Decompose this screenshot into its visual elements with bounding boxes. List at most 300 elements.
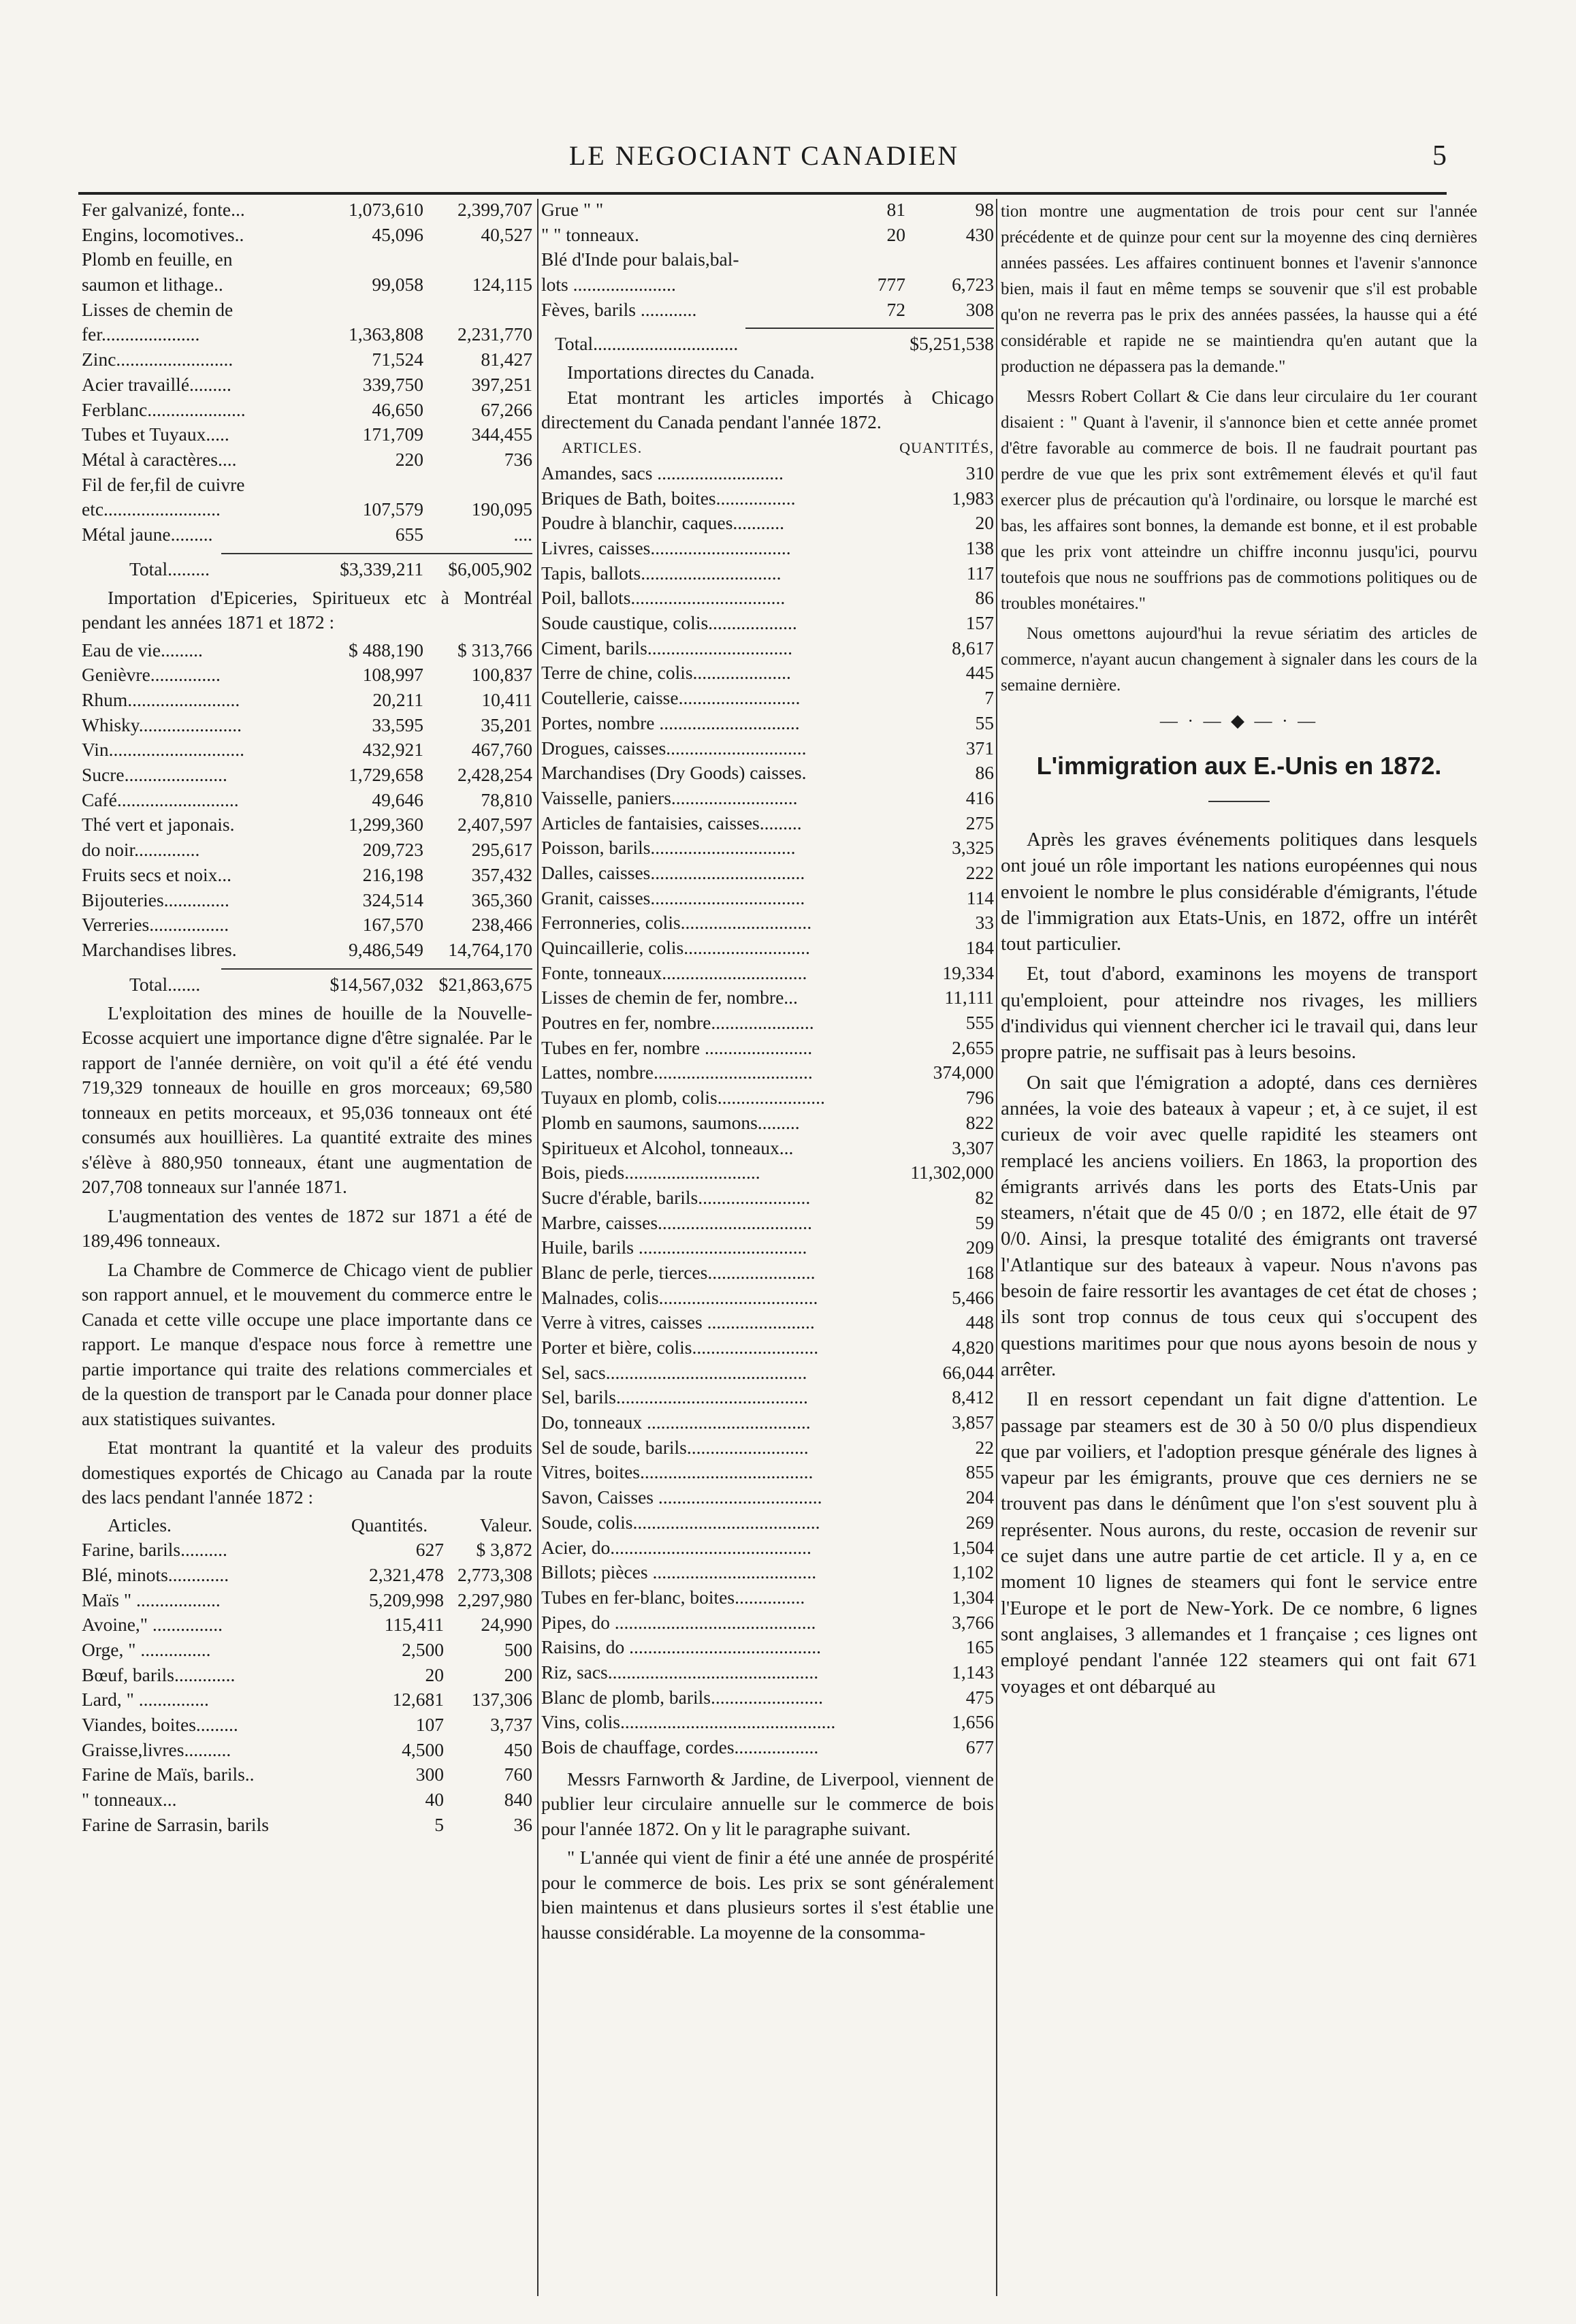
table-row	[82, 424, 532, 449]
value-1871: 339,750	[362, 373, 423, 395]
row-label: Sel, barils.........................................	[541, 1386, 808, 1408]
table-row	[541, 937, 994, 962]
row-quantity: 416	[965, 786, 994, 808]
row-label: Bois de chauffage, cordes..................	[541, 1736, 819, 1757]
row-quantity: 11,111	[944, 987, 994, 1008]
value-1872: 67,266	[481, 398, 532, 420]
row-label: Fer galvanizé, fonte...	[82, 199, 245, 220]
row-label: lots ......................	[541, 274, 676, 296]
row-quantity: 2,500	[402, 1639, 444, 1660]
row-value: 137,306	[471, 1689, 532, 1710]
column-divider-2	[996, 199, 997, 2296]
row-label: Ciment, barils...............................	[541, 637, 792, 658]
value-1871: 1,729,658	[349, 764, 423, 786]
value-1871: 432,921	[362, 739, 423, 761]
table-row	[541, 562, 994, 588]
groceries-total-row	[82, 974, 532, 1001]
value-1872: 2,399,707	[457, 199, 532, 220]
table-row	[82, 739, 532, 764]
metals-table	[82, 199, 532, 549]
table-row	[82, 524, 532, 549]
table-row	[541, 1037, 994, 1062]
row-quantity: 448	[965, 1311, 994, 1333]
table-row	[82, 474, 532, 499]
row-quantity: 269	[965, 1511, 994, 1533]
value-1871: 171,709	[362, 424, 423, 445]
table-row	[541, 512, 994, 537]
immigration-paragraph-2: Et, tout d'abord, examinons les moyens de transport qu'emploient, pour atteindre nos rivages, les milliers d'individus qui viennent chercher ici le travail qui, dans leur propre patrie, ne suffisait pas à leurs besoins.	[1001, 963, 1477, 1064]
value-1872: 295,617	[471, 839, 532, 861]
row-label: Thé vert et japonais.	[82, 814, 235, 835]
value-1871: 1,073,610	[349, 199, 423, 220]
row-quantity: 1,304	[952, 1586, 994, 1608]
row-label: Tubes en fer, nombre .......................	[541, 1036, 813, 1058]
row-label: Tapis, ballots..............................	[541, 562, 782, 584]
value-1872: 40,527	[481, 223, 532, 245]
table-row	[82, 349, 532, 374]
table-row	[82, 764, 532, 789]
row-quantity: 33	[975, 912, 994, 934]
table-row	[541, 1162, 994, 1187]
row-label: Engins, locomotives..	[82, 223, 244, 245]
row-label: Terre de chine, colis.....................	[541, 662, 791, 684]
table-row	[541, 224, 994, 249]
value-1872: 344,455	[471, 424, 532, 445]
row-label: Acier, do...........................................	[541, 1536, 811, 1558]
value-1871: 33,595	[372, 714, 423, 735]
metals-total-row	[82, 558, 532, 586]
table-row	[541, 1262, 994, 1287]
row-label: Verreries.................	[82, 914, 229, 936]
value-1872: $ 313,766	[457, 639, 532, 660]
row-label: Briques de Bath, boites.................	[541, 487, 796, 509]
row-quantity: 168	[965, 1261, 994, 1283]
row-quantity: 677	[965, 1736, 994, 1757]
row-label: Tuyaux en plomb, colis.......................	[541, 1087, 825, 1109]
row-quantity: 777	[877, 274, 905, 296]
table-row	[541, 1237, 994, 1262]
value-1872: 357,432	[471, 863, 532, 885]
table-row	[541, 987, 994, 1012]
imports-intro: Etat montrant les articles importés à Chicago directement du Canada pendant l'année 1872.	[541, 386, 994, 433]
row-value: 760	[504, 1764, 532, 1785]
row-label: Billots; pièces ...................................	[541, 1561, 817, 1583]
row-value: 308	[965, 298, 994, 320]
row-quantity: 184	[965, 937, 994, 958]
row-quantity: 117	[966, 562, 994, 584]
imports-title: Importations directes du Canada.	[567, 362, 815, 383]
table-row	[541, 1537, 994, 1562]
value-1872: 397,251	[471, 373, 532, 395]
section-ornament: — · — ◆ — · —	[1159, 711, 1319, 731]
table-row	[82, 889, 532, 914]
row-quantity: 627	[415, 1539, 444, 1561]
table-row	[541, 1386, 994, 1412]
row-label: Ferronneries, colis............................	[541, 912, 812, 934]
article-heading: L'immigration aux E.-Unis en 1872.	[1036, 752, 1442, 780]
row-label: Tubes et Tuyaux.....	[82, 424, 229, 445]
row-quantity: 2,321,478	[369, 1563, 444, 1585]
table-row	[541, 1112, 994, 1137]
table-row	[541, 462, 994, 488]
table-row	[82, 274, 532, 299]
sum-rule	[745, 328, 994, 329]
row-label: Huile, barils ....................................	[541, 1237, 807, 1258]
row-label: Fil de fer,fil de cuivre	[82, 473, 245, 495]
row-label: Blanc de plomb, barils........................	[541, 1686, 823, 1708]
table-row	[541, 1661, 994, 1687]
row-quantity: 204	[965, 1486, 994, 1508]
value-1872: 78,810	[481, 789, 532, 810]
table-row	[82, 374, 532, 399]
table-row	[541, 887, 994, 912]
row-label: Raisins, do .........................................	[541, 1636, 821, 1658]
table-row	[541, 199, 994, 224]
row-label: " " tonneaux.	[541, 223, 639, 245]
chicago-paragraph: La Chambre de Commerce de Chicago vient de publier son rapport annuel, et le mouvement du commerce entre le Canada et cette ville occupe une place importante dans ce rapport. Le manque d'espace nous force à remettre une partie importance qui traite des relations commerciales et de la question de transport par le Canada pour donner place aux statistiques suivantes.	[82, 1258, 532, 1429]
row-label: Poil, ballots.................................	[541, 587, 786, 609]
table-row	[82, 399, 532, 424]
total-label: Total.........	[129, 558, 210, 579]
exports-table-continued	[541, 199, 994, 323]
row-quantity: 22	[975, 1436, 994, 1458]
row-quantity: 138	[965, 537, 994, 558]
table-row	[541, 1636, 994, 1661]
value-1871: 49,646	[372, 789, 423, 810]
row-label: Malnades, colis..................................	[541, 1286, 818, 1308]
row-value: 2,773,308	[457, 1563, 532, 1585]
total-value-1872: $21,863,675	[438, 973, 532, 995]
table-row	[541, 1412, 994, 1437]
table-row	[541, 862, 994, 887]
row-value: 36	[513, 1813, 532, 1835]
value-1872: 100,837	[471, 664, 532, 686]
row-label: Métal jaune.........	[82, 523, 213, 545]
table-row	[541, 637, 994, 663]
row-label: Livres, caisses..............................	[541, 537, 791, 558]
table-row	[82, 1814, 532, 1839]
table-row	[541, 1461, 994, 1486]
row-label: Riz, sacs.............................................	[541, 1661, 819, 1683]
row-quantity: 8,617	[952, 637, 994, 658]
exports-table-header	[82, 1514, 532, 1540]
row-label: Viandes, boites.........	[82, 1714, 238, 1736]
row-quantity: 165	[965, 1636, 994, 1658]
quote-continuation: tion montre une augmentation de trois pour cent sur l'année précédente et de quinze pour cent sur la moyenne des cinq dernières années passées. Les affaires continuent bonnes et l'avenir s'annonce bien, mais il faut en même temps se souvenir que s'il est probable qu'on ne reverra pas le prix des années passées, la hausse qui a été considérable et rapide ne se maintiendra qu'en autant que la production ne dépassera pas la demande."	[1001, 202, 1477, 376]
row-quantity: 374,000	[933, 1062, 994, 1083]
row-quantity: 475	[965, 1686, 994, 1708]
value-1871: 220	[395, 448, 423, 470]
value-1871: 46,650	[372, 398, 423, 420]
row-quantity: 40	[425, 1789, 444, 1811]
table-row	[82, 498, 532, 524]
table-row	[541, 912, 994, 937]
row-label: Lattes, nombre..................................	[541, 1062, 813, 1083]
column-divider-1	[537, 199, 538, 2296]
table-row	[541, 1012, 994, 1037]
row-quantity: 1,983	[952, 487, 994, 509]
row-quantity: 114	[966, 887, 994, 908]
value-1872: 124,115	[472, 274, 532, 296]
table-row	[541, 1087, 994, 1112]
row-quantity: 310	[965, 462, 994, 483]
table-row	[82, 1614, 532, 1639]
table-row	[82, 639, 532, 665]
row-label: Blé, minots.............	[82, 1563, 229, 1585]
row-value: $ 3,872	[476, 1539, 532, 1561]
row-label: Sucre......................	[82, 764, 227, 786]
row-label: Coutellerie, caisse..........................	[541, 687, 801, 709]
table-row	[82, 864, 532, 889]
table-row	[82, 1789, 532, 1814]
exports-table	[82, 1539, 532, 1838]
groceries-intro: Importation d'Epiceries, Spiritueux etc à Montréal pendant les années 1871 et 1872 :	[82, 586, 532, 633]
row-quantity: 5	[434, 1813, 444, 1835]
table-row	[541, 1486, 994, 1512]
row-quantity: 1,504	[952, 1536, 994, 1558]
table-row	[541, 1287, 994, 1312]
imports-table	[541, 462, 994, 1762]
row-label: Sel, sacs...........................................	[541, 1361, 807, 1383]
row-label: Soude caustique, colis...................	[541, 612, 797, 634]
row-value: 6,723	[952, 274, 994, 296]
row-quantity: 822	[965, 1111, 994, 1133]
row-value: 3,737	[490, 1714, 532, 1736]
total-value-1871: $14,567,032	[329, 973, 423, 995]
page-number: 5	[1432, 140, 1447, 172]
table-row	[541, 1062, 994, 1087]
row-label: Café..........................	[82, 789, 239, 810]
row-label: Grue " "	[541, 199, 604, 220]
row-quantity: 4,820	[952, 1337, 994, 1358]
row-label: Rhum........................	[82, 689, 240, 710]
value-1872: 81,427	[481, 349, 532, 370]
row-label: Vins, colis..............................................	[541, 1711, 836, 1733]
table-row	[82, 1764, 532, 1789]
column-2	[541, 199, 994, 1949]
groceries-table	[82, 639, 532, 964]
header-valeur: Valeur.	[479, 1514, 532, 1535]
row-label: Sucre d'érable, barils........................	[541, 1186, 811, 1208]
row-value: 500	[504, 1639, 532, 1660]
row-label: Maïs " ..................	[82, 1589, 221, 1610]
newspaper-title: LE NEGOCIANT CANADIEN	[568, 140, 960, 171]
row-quantity: 115,411	[384, 1614, 444, 1636]
row-label: Lisses de chemin de	[82, 298, 234, 320]
value-1872: ....	[513, 523, 532, 545]
row-label: Bijouteries..............	[82, 889, 229, 910]
table-row	[82, 449, 532, 474]
row-value: 2,297,980	[457, 1589, 532, 1610]
row-quantity: 20	[975, 512, 994, 534]
table-row	[541, 274, 994, 299]
row-label: Vin.............................	[82, 739, 244, 761]
row-label: Fonte, tonneaux...............................	[541, 961, 807, 983]
row-quantity: 59	[975, 1211, 994, 1233]
row-quantity: 275	[965, 812, 994, 833]
row-quantity: 2,655	[952, 1036, 994, 1058]
table-row	[82, 789, 532, 814]
row-label: Whisky......................	[82, 714, 242, 735]
row-label: Lisses de chemin de fer, nombre...	[541, 987, 798, 1008]
table-row	[541, 299, 994, 324]
table-row	[82, 664, 532, 689]
row-quantity: 55	[975, 712, 994, 733]
table-row	[541, 1137, 994, 1162]
table-row	[82, 1539, 532, 1564]
row-quantity: 20	[425, 1664, 444, 1685]
row-value: 840	[504, 1789, 532, 1811]
value-1871: 108,997	[362, 664, 423, 686]
row-value: 98	[975, 199, 994, 220]
farnworth-quote: " L'année qui vient de finir a été une année de prospérité pour le commerce de bois. Les prix se sont généralement bien maintenus et dans plusieurs sortes il s'est établie une hausse considérable. La moyenne de la consomma-	[541, 1847, 994, 1943]
row-label: Marbre, caisses.................................	[541, 1211, 812, 1233]
value-1872: 467,760	[471, 739, 532, 761]
row-quantity: 3,857	[952, 1412, 994, 1433]
immigration-paragraph-4: Il en ressort cependant un fait digne d'attention. Le passage par steamers est de 30 à 50 0/0 plus dispendieux que par voiliers, et l'adoption presque générale des lignes à vapeur par les émigrants, prouve que ces derniers ne se trouvent pas dans le dénûment que l'on s'est souvent plu à représenter. Nous aurons, du reste, occasion de revenir sur ce sujet dans une autre partie de cet article. Il y a, en ce moment 10 lignes de steamers qui font le service entre l'Europe et le port de New-York. De ce nombre, 6 lignes sont anglaises, 3 allemandes et 1 française ; ces lignes ont employé pendant l'année 122 steamers qui ont fait 671 voyages et ont débarqué au	[1001, 1388, 1477, 1698]
row-label: Plomb en saumons, saumons.........	[541, 1111, 800, 1133]
total-value: $5,251,538	[910, 333, 994, 355]
row-label: Ferblanc.....................	[82, 398, 246, 420]
row-quantity: 555	[965, 1012, 994, 1034]
row-label: Farine de Maïs, barils..	[82, 1764, 255, 1785]
row-label: etc.........................	[82, 498, 221, 520]
row-value: 430	[965, 223, 994, 245]
table-row	[82, 839, 532, 864]
table-row	[541, 837, 994, 862]
table-row	[541, 1561, 994, 1587]
value-1872: 14,764,170	[448, 938, 532, 960]
table-row	[541, 1512, 994, 1537]
row-quantity: 3,307	[952, 1136, 994, 1158]
total-value-1872: $6,005,902	[448, 558, 532, 579]
row-label: Articles de fantaisies, caisses.........	[541, 812, 802, 833]
table-row	[541, 612, 994, 637]
row-quantity: 3,766	[952, 1611, 994, 1633]
table-row	[541, 812, 994, 838]
omission-paragraph: Nous omettons aujourd'hui la revue sériatim des articles de commerce, n'ayant aucun changement à signaler dans les cours de la semaine dernière.	[1001, 624, 1477, 695]
table-row	[541, 1711, 994, 1736]
row-quantity: 855	[965, 1461, 994, 1483]
row-label: Lard, " ...............	[82, 1689, 209, 1710]
row-label: Porter et bière, colis...........................	[541, 1337, 819, 1358]
row-label: fer.....................	[82, 323, 200, 345]
row-label: Pipes, do ...........................................	[541, 1611, 816, 1633]
table-row	[541, 662, 994, 687]
row-label: Verre à vitres, caisses .......................	[541, 1311, 815, 1333]
row-value: 24,990	[481, 1614, 532, 1636]
row-quantity: 72	[886, 298, 905, 320]
row-label: Poudre à blanchir, caques...........	[541, 512, 785, 534]
row-quantity: 107	[415, 1714, 444, 1736]
value-1871: 216,198	[362, 863, 423, 885]
table-row	[541, 1736, 994, 1762]
total-label: Total...............................	[555, 333, 739, 355]
row-label: Marchandises (Dry Goods) caisses.	[541, 762, 807, 784]
value-1872: 365,360	[471, 889, 532, 910]
table-row	[541, 488, 994, 513]
immigration-paragraph-3: On sait que l'émigration a adopté, dans ces dernières années, la voie des bateaux à vapeur ; et, à ce sujet, il est curieux de voir avec quelle rapidité les steamers ont remplacé les anciens voiliers. En 1863, la proportion des émigrants arrivés dans les ports des Etats-Unis par steamers, n'était que de 45 0/0 ; en 1872, elle était de 97 0/0. Ainsi, la presque totalité des émigrants ont traversé l'Atlantique sur des bateaux à vapeur. Nous n'avons pas besoin de faire ressortir les avantages de cet état de choses ; ils sont trop connus de tous ceux qui s'occupent des questions maritimes pour que nous ayons besoin de nous y arrêter.	[1001, 1071, 1477, 1380]
row-label: do noir..............	[82, 839, 200, 861]
row-label: Poisson, barils...............................	[541, 837, 796, 859]
value-1872: 35,201	[481, 714, 532, 735]
row-label: Fruits secs et noix...	[82, 863, 231, 885]
row-label: Eau de vie.........	[82, 639, 203, 660]
table-row	[82, 1739, 532, 1764]
row-quantity: 445	[965, 662, 994, 684]
row-value: 200	[504, 1664, 532, 1685]
row-label: Orge, " ...............	[82, 1639, 211, 1660]
table-row	[82, 689, 532, 714]
sum-rule	[221, 553, 532, 554]
table-row	[82, 249, 532, 274]
row-quantity: 7	[984, 687, 994, 709]
value-1871: 45,096	[372, 223, 423, 245]
table-row	[82, 939, 532, 964]
value-1872: 2,407,597	[457, 814, 532, 835]
row-quantity: 5,209,998	[369, 1589, 444, 1610]
table-row	[82, 1639, 532, 1664]
row-label: Bœuf, barils.............	[82, 1664, 236, 1685]
value-1872: 190,095	[471, 498, 532, 520]
value-1871: 1,299,360	[349, 814, 423, 835]
table-row	[82, 1689, 532, 1714]
row-label: " tonneaux...	[82, 1789, 177, 1811]
row-quantity: 209	[965, 1237, 994, 1258]
row-label: Zinc.........................	[82, 349, 234, 370]
row-quantity: 4,500	[402, 1738, 444, 1760]
row-label: Graisse,livres..........	[82, 1738, 231, 1760]
farnworth-paragraph: Messrs Farnworth & Jardine, de Liverpool, viennent de publier leur circulaire annuelle sur le commerce de bois pour l'année 1872. On y lit le paragraphe suivant.	[541, 1768, 994, 1839]
collart-paragraph: Messrs Robert Collart & Cie dans leur circulaire du 1er courant disaient : " Quant à l'avenir, il s'annonce bien et cette année promet d'être favorable au commerce de bois. Il ne faudrait pourtant pas perdre de vue que les prix sont extrêmement élevés et qu'il faut exercer plus de précaution qu'à l'ordinaire, ou lorsque le marché est bas, les affaires sont bonnes, la demande est bonne, et il est probable que les prix vont atteindre un chiffre inconnu jusqu'ici, pourvu toutefois que nous ne souffrions pas de commotions politiques ou de troubles monétaires."	[1001, 387, 1477, 613]
immigration-paragraph-1: Après les graves événements politiques dans lesquels ont joué un rôle important les nations européennes qui nous envoient le nombre le plus considérable d'émigrants, l'étude de l'immigration aux Etats-Unis, en 1872, offre un intérêt tout particulier.	[1001, 829, 1477, 955]
row-label: Farine de Sarrasin, barils	[82, 1813, 269, 1835]
table-row	[541, 1587, 994, 1612]
row-quantity: 796	[965, 1087, 994, 1109]
table-row	[82, 224, 532, 249]
value-1871: 1,363,808	[349, 323, 423, 345]
header-articles: Articles.	[108, 1514, 172, 1535]
row-label: Marchandises libres.	[82, 938, 237, 960]
table-row	[82, 1589, 532, 1614]
sum-rule	[221, 968, 532, 970]
header-quantites: Quantités.	[351, 1514, 428, 1535]
row-label: Dalles, caisses.................................	[541, 861, 805, 883]
value-1871: 209,723	[362, 839, 423, 861]
imports-table-header	[541, 439, 994, 462]
table-row	[541, 1311, 994, 1337]
row-quantity: 81	[886, 199, 905, 220]
value-1871: $ 488,190	[349, 639, 423, 660]
table-row	[541, 1612, 994, 1637]
heading-rule	[1208, 801, 1270, 802]
value-1872: 736	[504, 448, 532, 470]
value-1872: 238,466	[471, 914, 532, 936]
row-label: Granit, caisses.................................	[541, 887, 805, 908]
header-quantites: QUANTITÉS,	[899, 439, 994, 456]
row-quantity: 300	[415, 1764, 444, 1785]
row-quantity: 82	[975, 1186, 994, 1208]
coal-paragraph: L'exploitation des mines de houille de la Nouvelle-Ecosse acquiert une importance digne d'être signalée. Par le rapport de l'année dernière, on voit qu'il a été été vendu 719,329 tonneaux de houille en gros morceaux; 69,580 tonneaux en petits morceaux, et 95,036 tonneaux ont été consumés aux houillières. La quantité extraite des mines s'élève à 880,950 tonneaux, étant une augmentation de 207,708 tonneaux sur l'année 1871.	[82, 1002, 532, 1198]
value-1872: 2,428,254	[457, 764, 532, 786]
value-1871: 9,486,549	[349, 938, 423, 960]
value-1871: 107,579	[362, 498, 423, 520]
row-label: Plomb en feuille, en	[82, 249, 233, 270]
value-1872: 2,231,770	[457, 323, 532, 345]
total-value-1871: $3,339,211	[340, 558, 423, 579]
header-rule	[78, 192, 1447, 195]
row-label: Spiritueux et Alcohol, tonneaux...	[541, 1136, 794, 1158]
